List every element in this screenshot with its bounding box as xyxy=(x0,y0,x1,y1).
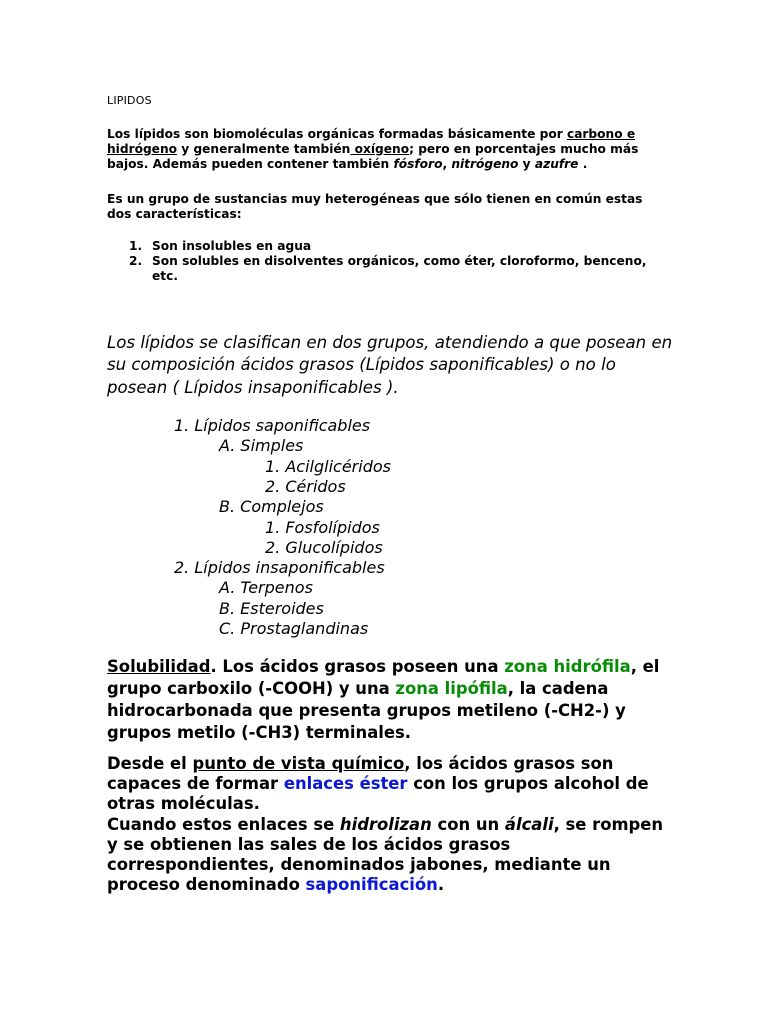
outline-item: 1. Fosfolípidos xyxy=(265,517,380,537)
intro-comma: , xyxy=(442,156,452,171)
term-fosforo: fósforo xyxy=(393,156,443,171)
solubility-text-1: . Los ácidos grasos poseen una xyxy=(210,657,505,676)
chem-text-6: , se rompen y se obtienen las sales de los ácidos grasos correspondientes, denominados jabones, mediante un proceso denominado xyxy=(107,814,664,895)
term-saponificacion: saponificación xyxy=(305,875,438,895)
outline-item: 2. Céridos xyxy=(265,476,346,496)
classification-paragraph: Los lípidos se clasifican en dos grupos, atendiendo a que posean en su composición ácidos grasos (Lípidos saponificables) o no lo posean ( Lípidos insaponificables ). xyxy=(107,333,673,397)
intro-text-2: y generalmente también xyxy=(177,141,351,156)
chem-end: . xyxy=(437,875,445,895)
list-item xyxy=(107,254,662,284)
list-number: 1. xyxy=(129,239,143,253)
chem-text-3: con los grupos alcohol de otras moléculas. xyxy=(107,774,649,814)
list-item xyxy=(107,239,662,254)
chemistry-paragraph xyxy=(107,754,677,895)
characteristics-list xyxy=(107,239,662,284)
outline-item: 1. Lípidos saponificables xyxy=(174,416,371,435)
intro-text-1: Los lípidos son biomoléculas orgánicas formadas básicamente por xyxy=(107,127,567,141)
intro2-paragraph: Es un grupo de sustancias muy heterogéneas que sólo tienen en común estas dos características: xyxy=(107,192,643,221)
link-oxigeno[interactable]: oxígeno xyxy=(350,141,410,156)
solubility-text-3: , la cadena hidrocarbonada que presenta grupos metileno (-CH2-) y grupos metilo (-CH3) terminales. xyxy=(107,679,626,742)
chem-text-1: Desde el xyxy=(107,754,193,773)
intro-text-3: ; pero en porcentajes mucho más bajos. Además pueden contener también xyxy=(107,141,639,171)
solubility-heading: Solubilidad xyxy=(107,657,211,676)
document-title: LIPIDOS xyxy=(107,94,152,107)
term-zona-lipofila: zona lipófila xyxy=(395,679,508,698)
chem-text-2: , los ácidos grasos son capaces de formar xyxy=(107,754,614,794)
list-text: Son insolubles en agua xyxy=(152,239,312,253)
intro-end: . xyxy=(578,156,588,171)
intro-and: y xyxy=(518,156,535,171)
chem-text-5: con un xyxy=(431,814,505,834)
outline-item: A. Terpenos xyxy=(219,578,313,598)
term-nitrogeno: nitrógeno xyxy=(451,156,519,171)
solubility-paragraph xyxy=(107,656,677,744)
outline-item: 2. Glucolípidos xyxy=(265,537,383,557)
term-alcali: álcali xyxy=(504,814,554,834)
link-punto-vista-quimico[interactable]: punto de vista químico xyxy=(192,754,405,773)
link-carbono-hidrogeno[interactable]: carbono e hidrógeno xyxy=(107,127,636,156)
outline-item: B. Complejos xyxy=(219,497,324,517)
list-number: 2. xyxy=(129,254,143,268)
term-zona-hidrofila: zona hidrófila xyxy=(504,657,631,676)
chem-text-4: Cuando estos enlaces se xyxy=(107,814,340,834)
intro-paragraph xyxy=(107,127,667,171)
term-azufre: azufre xyxy=(534,156,579,171)
outline-item: 2. Lípidos insaponificables xyxy=(174,558,385,578)
outline-item: 1. Acilglicéridos xyxy=(265,456,391,476)
list-text: Son solubles en disolventes orgánicos, como éter, cloroformo, benceno, etc. xyxy=(152,254,647,283)
outline-item: C. Prostaglandinas xyxy=(219,619,369,638)
term-enlaces-ester: enlaces éster xyxy=(283,774,408,794)
solubility-text-2: , el grupo carboxilo (-COOH) y una xyxy=(107,657,660,698)
outline-item: A. Simples xyxy=(219,436,304,456)
term-hidrolizan: hidrolizan xyxy=(339,814,432,834)
outline-item: B. Esteroides xyxy=(219,598,324,618)
